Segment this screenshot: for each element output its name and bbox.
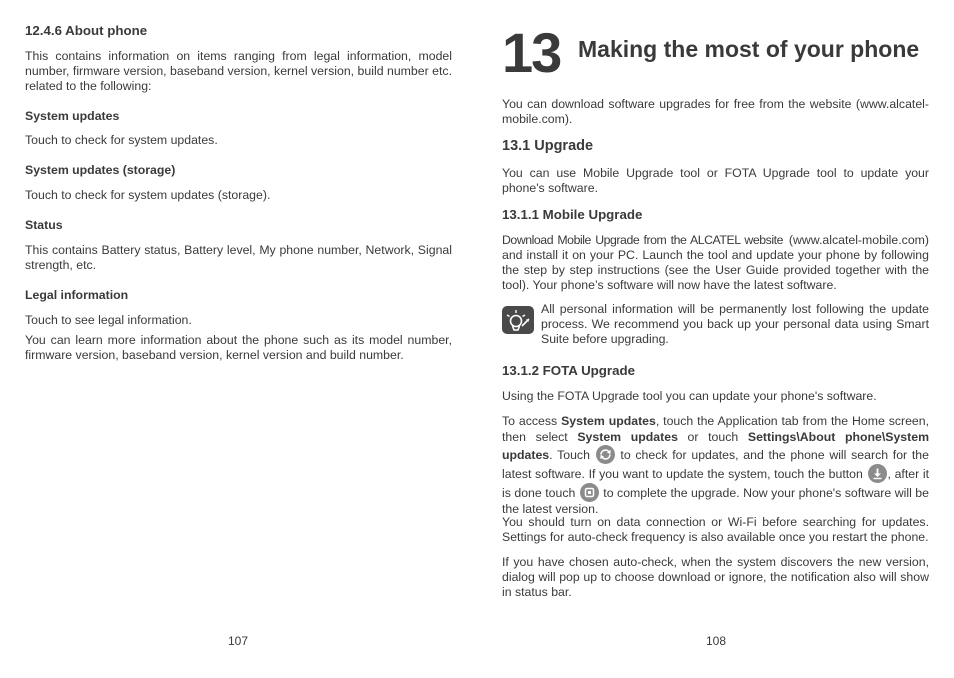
refresh-icon [596, 445, 615, 464]
page-number-left: 107 [228, 634, 249, 648]
item-title-system-updates-storage: System updates (storage) [25, 163, 176, 177]
fota-text-2-part5: to check for updates, and the phone will search for the latest software. If you want to update the system, touch the button [502, 448, 929, 482]
fota-text-2-part7: to complete the upgrade. Now your phone's software will be the latest version. [502, 486, 929, 517]
item-text-system-updates: Touch to check for system updates. [25, 133, 218, 147]
item-text-legal-information: Touch to see legal information. [25, 313, 192, 327]
mobile-upgrade-text [502, 233, 929, 293]
fota-bold-settings-path: Settings\About phone\System updates [502, 429, 930, 463]
section-heading-upgrade: 13.1 Upgrade [502, 138, 594, 154]
fota-text-2-part2: , touch the Application tab from the Home screen, then select [502, 414, 930, 444]
fota-bold-system-updates-2: System updates [577, 429, 678, 444]
backup-warning-note: All personal information will be permanently lost following the update process. We recommend you back up your personal data using Smart Suite before upgrading. [541, 302, 929, 346]
chapter-title: Making the most of your phone [578, 36, 920, 62]
fota-text-2-part4: . Touch [549, 448, 595, 463]
tip-lightbulb-icon [502, 306, 534, 334]
item-title-system-updates: System updates [25, 109, 120, 123]
about-phone-intro: This contains information on items ranging from legal information, model number, firmware version, baseband version, kernel version, build number etc. related to the following: [25, 49, 452, 93]
fota-text-3: You should turn on data connection or Wi-Fi before searching for updates. Settings for auto-check frequency is also available once you restart the phone. [502, 515, 929, 544]
about-phone-more-info: You can learn more information about the phone such as its model number, firmware version, baseband version, kernel version and build number. [25, 333, 452, 362]
fota-text-2-part3: or touch [677, 429, 748, 444]
mobile-upgrade-text-lead: Download Mobile Upgrade from the ALCATEL website [502, 233, 783, 247]
fota-text-1: Using the FOTA Upgrade tool you can update your phone's software. [502, 389, 877, 403]
chapter-number: 13 [502, 21, 561, 84]
page-number-right: 108 [706, 634, 727, 648]
fota-text-2 [502, 414, 929, 518]
chapter-intro: You can download software upgrades for free from the website (www.alcatel-mobile.com). [502, 97, 929, 126]
fota-text-4: If you have chosen auto-check, when the system discovers the new version, dialog will pop up to choose download or ignore, the notification also will show in status bar. [502, 555, 929, 599]
section-heading-mobile-upgrade: 13.1.1 Mobile Upgrade [502, 207, 643, 222]
fota-text-2-part1: To access [502, 414, 562, 428]
section-heading-fota-upgrade: 13.1.2 FOTA Upgrade [502, 363, 636, 378]
fota-bold-system-updates: System updates [561, 414, 656, 428]
section-heading-about-phone: 12.4.6 About phone [25, 23, 148, 38]
item-text-status: This contains Battery status, Battery level, My phone number, Network, Signal strength, etc. [25, 243, 452, 272]
item-title-status: Status [25, 218, 63, 232]
upgrade-text: You can use Mobile Upgrade tool or FOTA Upgrade tool to update your phone's software. [502, 166, 929, 195]
download-icon [868, 464, 887, 483]
upgrade-icon [580, 483, 599, 502]
mobile-upgrade-text-rest: (www.alcatel-mobile.com) and install it on your PC. Launch the tool and update your phone by following the step by step instructions (see the User Guide provided together with the tool). Your phone’s software will now have the latest software. [502, 233, 929, 292]
item-text-system-updates-storage: Touch to check for system updates (storage). [25, 188, 271, 202]
fota-text-2-part6: , after it is done touch [502, 467, 929, 501]
item-title-legal-information: Legal information [25, 288, 129, 302]
